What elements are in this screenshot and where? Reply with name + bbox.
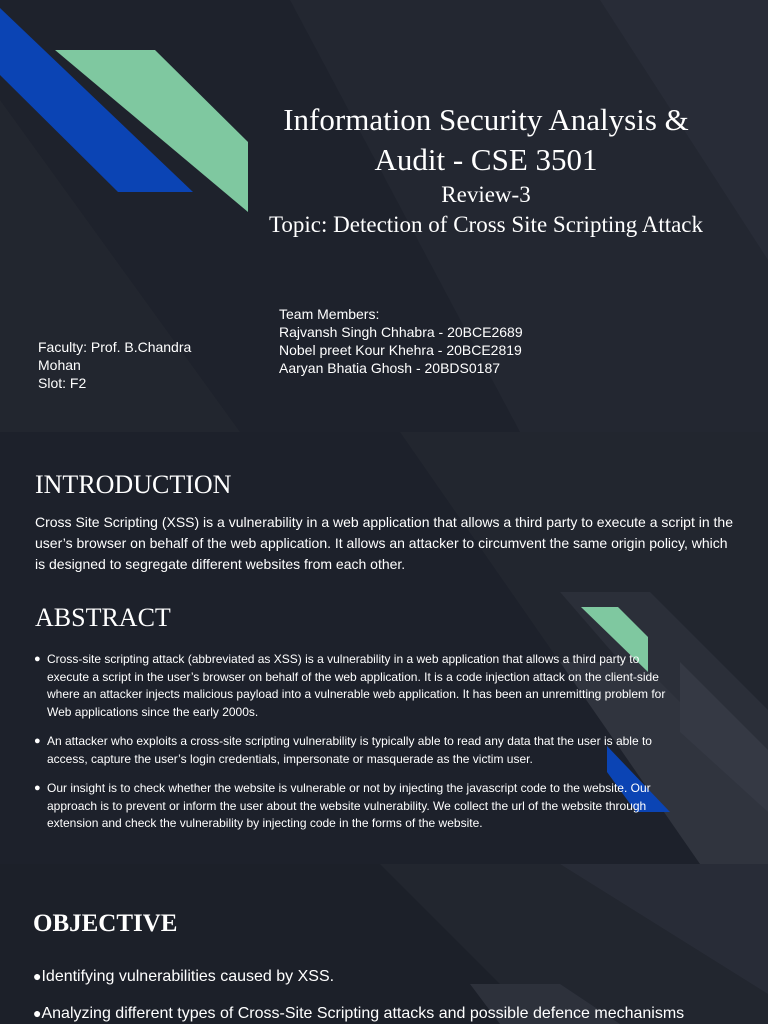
team-member: Rajvansh Singh Chhabra - 20BCE2689 [279, 324, 523, 340]
slot-label: Slot: F2 [38, 375, 87, 391]
review-label: Review-3 [441, 182, 531, 207]
introduction-heading: INTRODUCTION [35, 470, 232, 499]
objective-slide [0, 864, 768, 1024]
abstract-list [34, 651, 674, 845]
faculty-name: Faculty: Prof. B.Chandra Mohan [38, 339, 192, 373]
list-item: ● Cross-site scripting attack (abbreviated as XSS) is a vulnerability in a web application that allows a third party to execute a script in the user’s browser on behalf of the web application. It is a code injection attack on the client-side where an attacker injects malicious payload into a vulnerable web application. It has been an unremitting problem for Web applications since the early 2000s. [34, 651, 674, 721]
faculty-info [38, 338, 218, 392]
title-slide [0, 0, 768, 432]
presentation-subtitle [255, 180, 717, 240]
list-item: ● An attacker who exploits a cross-site scripting vulnerability is typically able to read any data that the user is able to access, capture the user’s login credentials, impersonate or masquerade as the victim user. [34, 733, 674, 768]
introduction-slide [0, 432, 768, 864]
list-item [33, 964, 753, 989]
objective-heading: OBJECTIVE [33, 910, 178, 937]
introduction-text: Cross Site Scripting (XSS) is a vulnerability in a web application that allows a third party to execute a script in the user’s browser on behalf of the web application. It allows an attacker to circumvent the same origin policy, which is designed to segregate different websites from each other. [35, 514, 733, 572]
list-item: ● Our insight is to check whether the website is vulnerable or not by injecting the javascript code to the website. Our approach is to prevent or inform the user about the website vulnerability. We collect the url of the website through extension and check the vulnerability by injecting code in the forms of the website. [34, 780, 674, 833]
objective-text: Analyzing different types of Cross-Site Scripting attacks and possible defence mechanisms [41, 1005, 685, 1022]
bullet-icon: ● [33, 1005, 42, 1021]
team-heading: Team Members: [279, 306, 380, 322]
abstract-heading: ABSTRACT [35, 603, 171, 632]
topic-label: Topic: Detection of Cross Site Scripting Attack [268, 212, 704, 237]
bullet-icon: ● [33, 968, 42, 984]
team-members [279, 305, 523, 377]
list-item [33, 1001, 753, 1024]
presentation-title: Information Security Analysis & Audit - CSE 3501 [283, 102, 689, 177]
objective-text: Identifying vulnerabilities caused by XSS. [41, 968, 335, 985]
team-member: Nobel preet Kour Khehra - 20BCE2819 [279, 342, 522, 358]
team-member: Aaryan Bhatia Ghosh - 20BDS0187 [279, 360, 501, 376]
objective-list [33, 964, 753, 1024]
